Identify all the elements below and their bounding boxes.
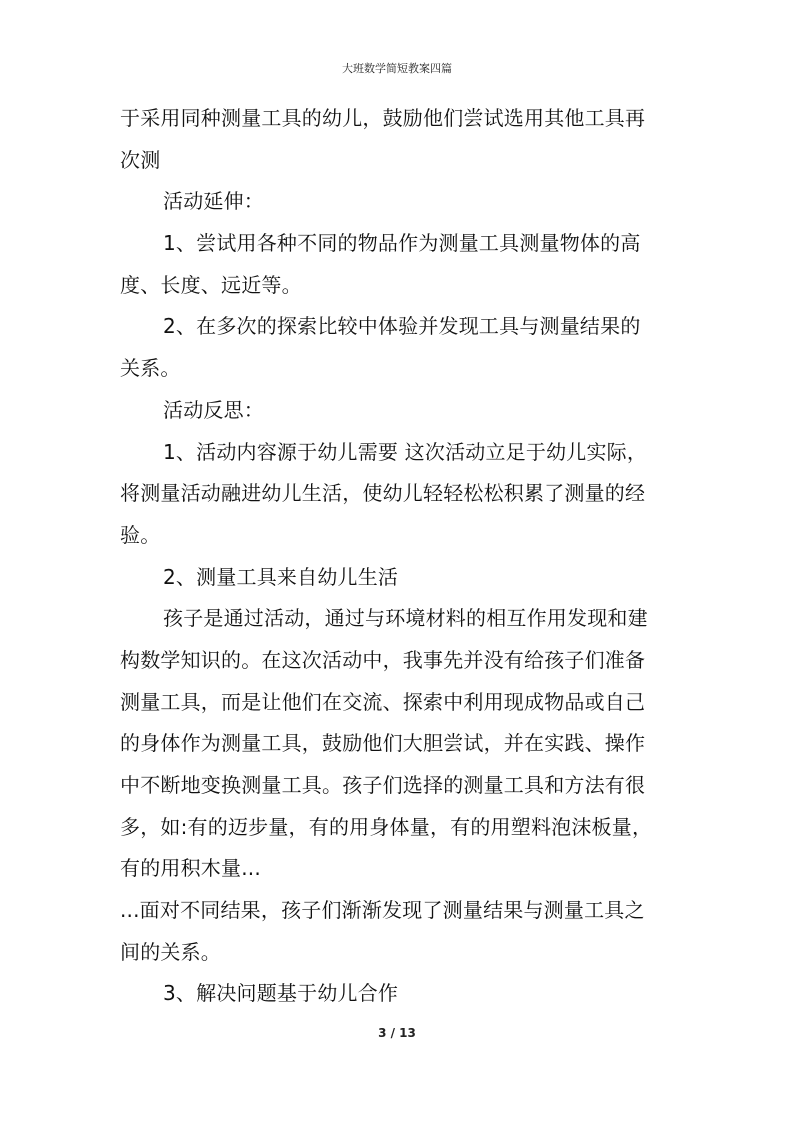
text-line: 验。 (120, 522, 161, 547)
text-line: 2、在多次的探索比较中体验并发现工具与测量结果的 (163, 314, 641, 339)
text-line: 1、尝试用各种不同的物品作为测量工具测量物体的高 (163, 231, 641, 256)
text-line: 有的用积木量... (120, 856, 261, 881)
text-line: 构数学知识的。在这次活动中，我事先并没有给孩子们准备 (120, 647, 646, 672)
section-heading: 活动反思： (163, 397, 264, 422)
text-line: 1、活动内容源于幼儿需要 这次活动立足于幼儿实际， (163, 439, 648, 464)
text-line: 多，如:有的迈步量，有的用身体量，有的用塑料泡沫板量， (120, 814, 653, 839)
text-line: 次测 (120, 147, 161, 172)
text-line: 孩子是通过活动，通过与环境材料的相互作用发现和建 (163, 606, 648, 631)
text-line: 2、测量工具来自幼儿生活 (163, 564, 399, 589)
text-line: ...面对不同结果，孩子们渐渐发现了测量结果与测量工具之 (120, 898, 645, 923)
text-line: 将测量活动融进幼儿生活，使幼儿轻轻松松积累了测量的经 (120, 481, 646, 506)
document-body (120, 98, 695, 1015)
text-line: 关系。 (120, 356, 181, 381)
text-line: 的身体作为测量工具，鼓励他们大胆尝试，并在实践、操作 (120, 731, 646, 756)
page-header: 大班数学简短教案四篇 (342, 62, 452, 75)
text-line: 间的关系。 (120, 939, 221, 964)
text-line: 于采用同种测量工具的幼儿，鼓励他们尝试选用其他工具再 (120, 106, 646, 130)
page-number: 3 / 13 (378, 1026, 416, 1040)
text-line: 测量工具，而是让他们在交流、探索中利用现成物品或自己 (120, 689, 646, 714)
section-heading: 活动延伸： (163, 189, 264, 214)
text-line: 3、解决问题基于幼儿合作 (163, 981, 399, 1006)
text-line: 中不断地变换测量工具。孩子们选择的测量工具和方法有很 (120, 773, 646, 797)
text-line: 度、长度、远近等。 (120, 272, 302, 297)
